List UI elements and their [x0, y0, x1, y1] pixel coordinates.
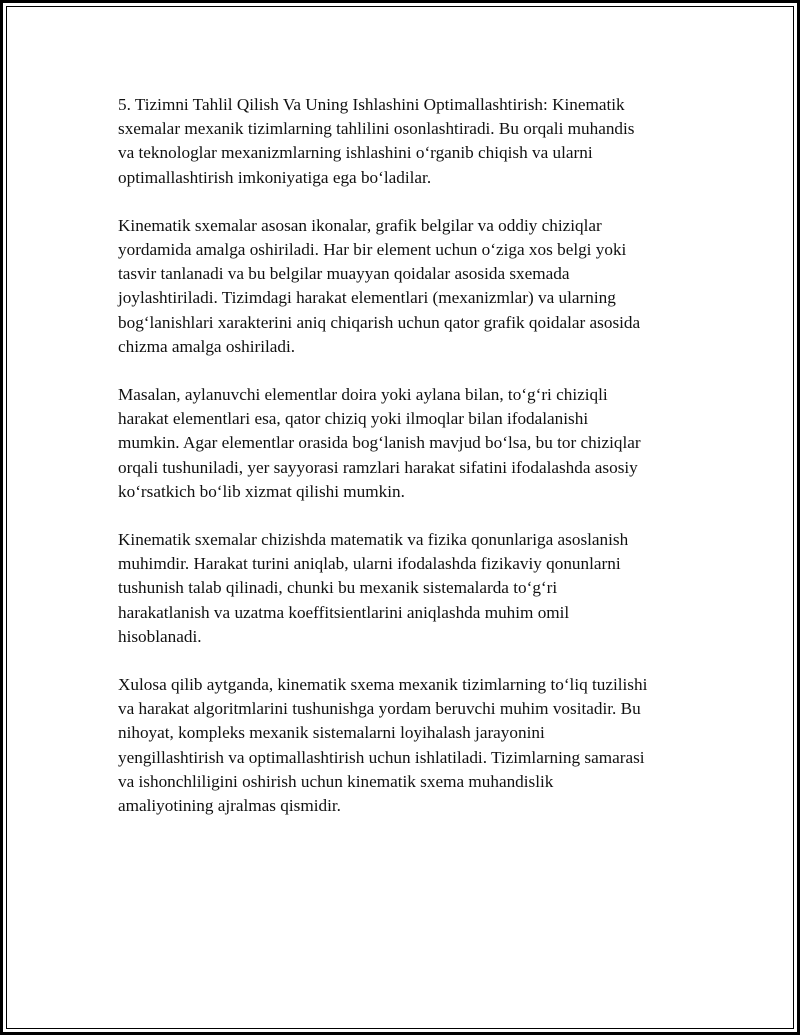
text-line: sxemalar mexanik tizimlarning tahlilini osonlashtiradi. Bu orqali muhandis	[118, 119, 635, 139]
text-line: ko‘rsatkich bo‘lib xizmat qilishi mumkin.	[118, 481, 405, 501]
text-line: bog‘lanishlari xarakterini aniq chiqarish uchun qator grafik qoidalar asosida	[118, 312, 641, 332]
text-line: Kinematik sxemalar asosan ikonalar, grafik belgilar va oddiy chiziqlar	[118, 215, 602, 235]
text-line: Xulosa qilib aytganda, kinematik sxema mexanik tizimlarning to‘liq tuzilishi	[118, 675, 648, 695]
text-line: muhimdir. Harakat turini aniqlab, ularni ifodalashda fizikaviy qonunlarni	[118, 554, 621, 574]
text-line: chizma amalga oshiriladi.	[118, 336, 296, 356]
text-line: harakatlanish va uzatma koeffitsientlarini aniqlashda muhim omil	[118, 602, 570, 622]
text-line: Kinematik sxemalar chizishda matematik va fizika qonunlariga asoslanish	[118, 530, 629, 550]
text-line: va ishonchliligini oshirish uchun kinematik sxema muhandislik	[118, 771, 554, 791]
paragraph-conclusion	[118, 673, 696, 818]
text-line: 5. Tizimni Tahlil Qilish Va Uning Ishlashini Optimallashtirish: Kinematik	[118, 95, 625, 114]
text-line: yengillashtirish va optimallashtirish uchun ishlatiladi. Tizimlarning samarasi	[118, 747, 645, 767]
paragraph-system-analysis	[118, 93, 696, 190]
paragraph-schema-elements	[118, 214, 696, 359]
text-line: hisoblanadi.	[118, 626, 202, 646]
text-line: va teknologlar mexanizmlarning ishlashini o‘rganib chiqish va ularni	[118, 143, 593, 163]
text-line: tushunish talab qilinadi, chunki bu mexanik sistemalarda to‘g‘ri	[118, 578, 558, 598]
text-line: yordamida amalga oshiriladi. Har bir element uchun o‘ziga xos belgi yoki	[118, 240, 627, 260]
document-body	[118, 93, 696, 842]
text-line: joylashtiriladi. Tizimdagi harakat elementlari (mexanizmlar) va ularning	[118, 288, 616, 308]
text-line: nihoyat, kompleks mexanik sistemalarni loyihalash jarayonini	[118, 723, 545, 743]
text-line: optimallashtirish imkoniyatiga ega bo‘ladilar.	[118, 167, 432, 187]
text-line: tasvir tanlanadi va bu belgilar muayyan qoidalar asosida sxemada	[118, 264, 570, 284]
text-line: va harakat algoritmlarini tushunishga yordam beruvchi muhim vositadir. Bu	[118, 699, 641, 719]
text-line: Masalan, aylanuvchi elementlar doira yoki aylana bilan, to‘g‘ri chiziqli	[118, 385, 608, 405]
text-line: mumkin. Agar elementlar orasida bog‘lanish mavjud bo‘lsa, bu tor chiziqlar	[118, 433, 641, 453]
paragraph-physics-laws	[118, 528, 696, 649]
text-line: orqali tushuniladi, yer sayyorasi ramzlari harakat sifatini ifodalashda asosiy	[118, 457, 638, 477]
text-line: harakat elementlari esa, qator chiziq yoki ilmoqlar bilan ifodalanishi	[118, 409, 589, 429]
text-line: amaliyotining ajralmas qismidir.	[118, 796, 341, 816]
paragraph-examples	[118, 383, 696, 504]
